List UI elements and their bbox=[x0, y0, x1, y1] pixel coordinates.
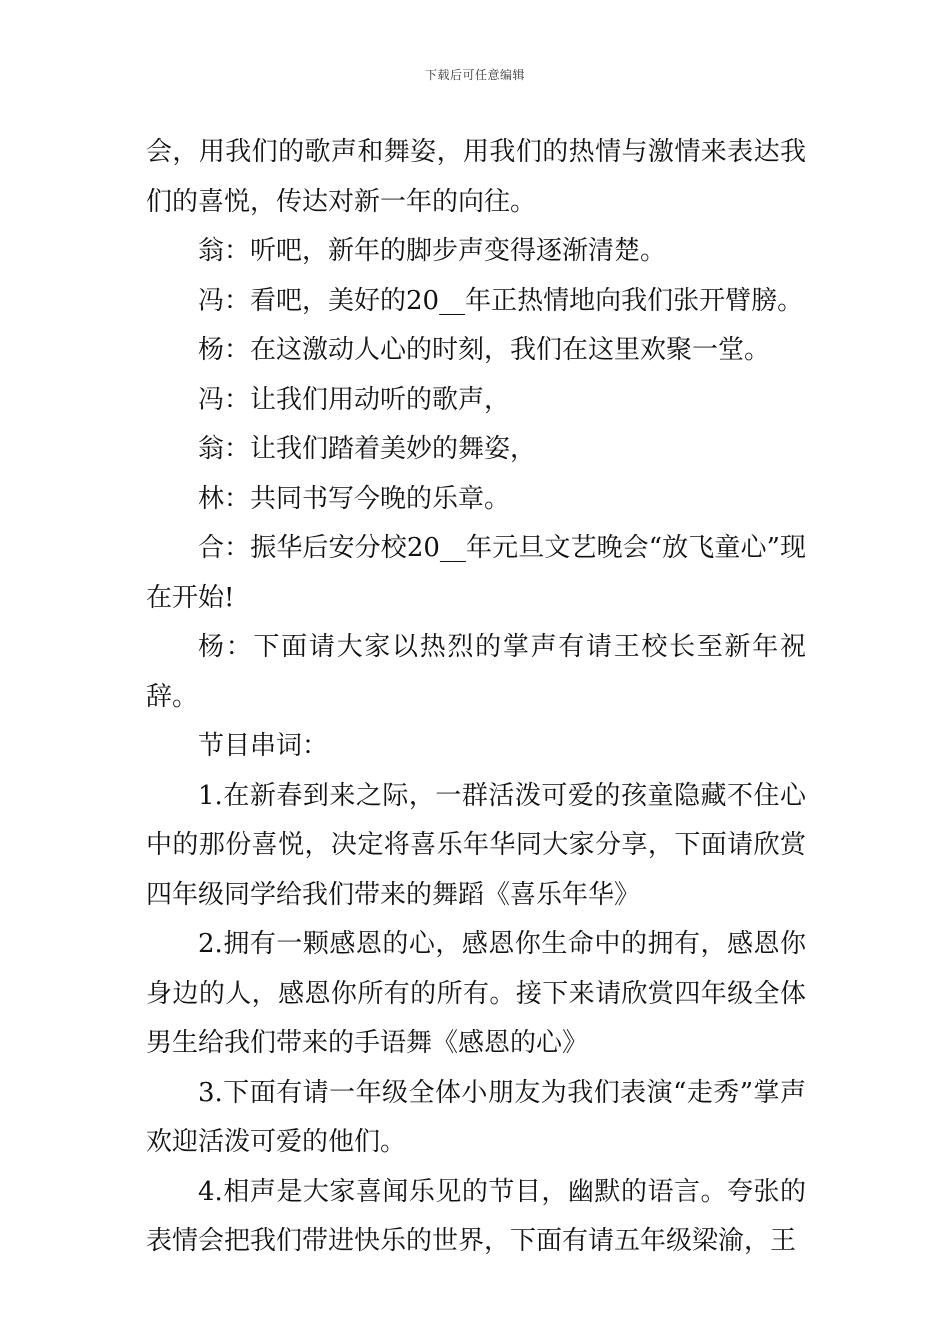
paragraph-yang-line-1: 杨：在这激动人心的时刻，我们在这里欢聚一堂。 bbox=[198, 335, 771, 365]
program-item-3: 3.下面有请一年级全体小朋友为我们表演“走秀”掌声欢迎活泼可爱的他们。 bbox=[146, 1077, 806, 1157]
paragraph-lin-line-1: 林：共同书写今晚的乐章。 bbox=[198, 483, 511, 514]
page-header-note: 下载后可任意编辑 bbox=[424, 68, 525, 82]
paragraph-weng-line-2: 翁：让我们踏着美妙的舞姿， bbox=[198, 434, 537, 464]
paragraph-all-opening: 合：振华后安分校20__年元旦文艺晚会“放飞童心”现在开始! bbox=[146, 533, 806, 613]
paragraph-continued-intro: 会，用我们的歌声和舞姿，用我们的热情与激情来表达我们的喜悦，传达对新一年的向往。 bbox=[146, 137, 806, 217]
program-item-4: 4.相声是大家喜闻乐见的节目，幽默的语言。夸张的表情会把我们带进快乐的世界，下面有请五年级梁渝，王 bbox=[146, 1176, 806, 1256]
paragraph-feng-line-1: 冯：看吧，美好的20__年正热情地向我们张开臂膀。 bbox=[198, 285, 804, 316]
document-body bbox=[146, 128, 806, 1267]
program-item-2: 2.拥有一颗感恩的心，感恩你生命中的拥有，感恩你身边的人，感恩你所有的所有。接下来请欣赏四年级全体男生给我们带来的手语舞《感恩的心》 bbox=[146, 929, 806, 1058]
paragraph-weng-line-1: 翁：听吧，新年的脚步声变得逐渐清楚。 bbox=[198, 236, 667, 266]
paragraph-yang-line-2: 杨：下面请大家以热烈的掌声有请王校长至新年祝辞。 bbox=[146, 632, 806, 712]
program-item-1: 1.在新春到来之际，一群活泼可爱的孩童隐藏不住心中的那份喜悦，决定将喜乐年华同大家分享，下面请欣赏四年级同学给我们带来的舞蹈《喜乐年华》 bbox=[146, 780, 806, 910]
paragraph-feng-line-2: 冯：让我们用动听的歌声， bbox=[198, 384, 511, 415]
section-heading-program-script: 节目串词： bbox=[198, 731, 329, 761]
